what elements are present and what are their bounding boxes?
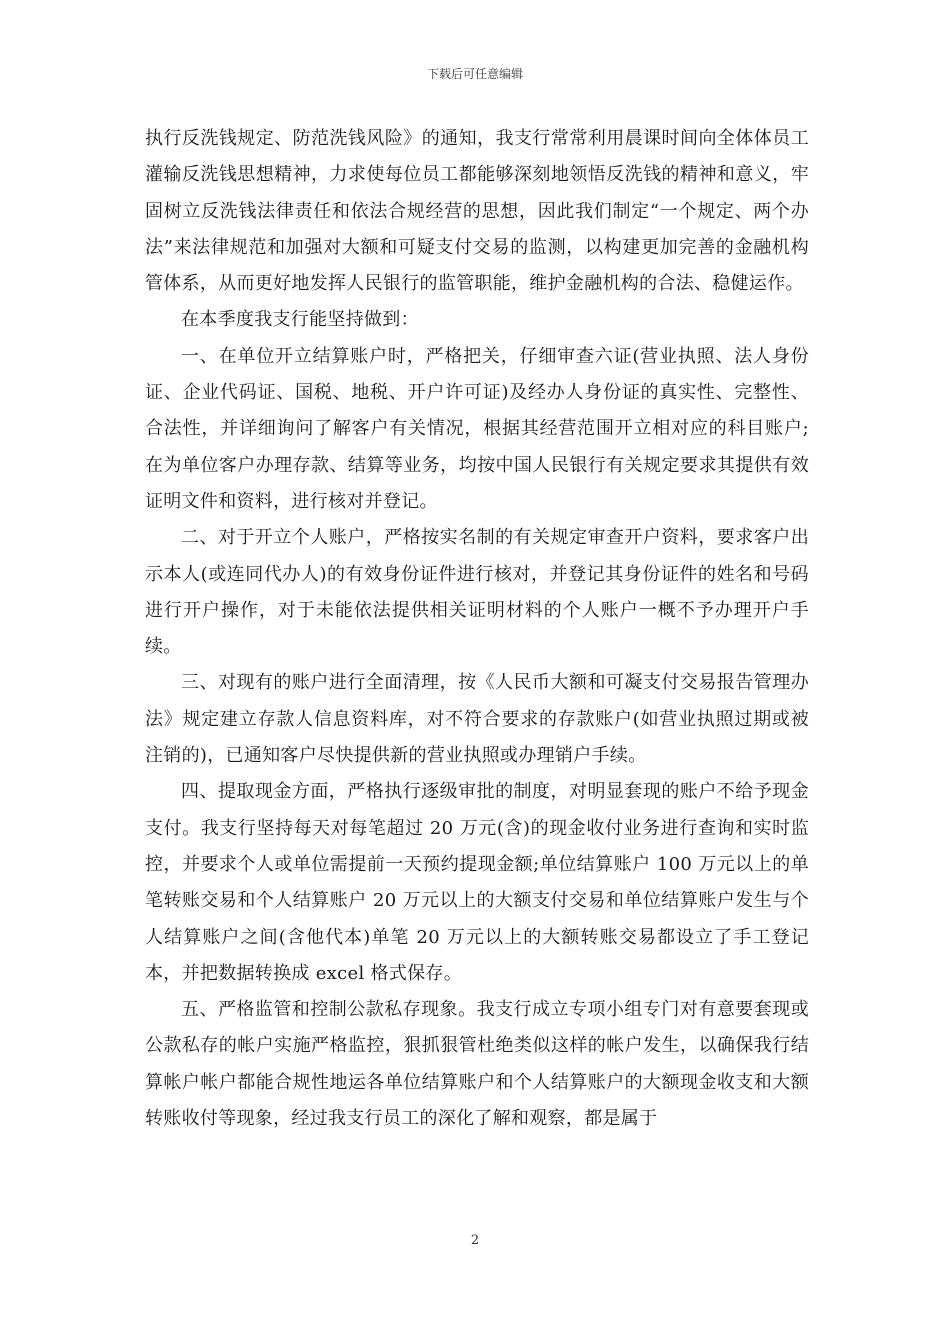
paragraph-4: 二、对于开立个人账户，严格按实名制的有关规定审查开户资料，要求客户出示本人(或连同代办人)的有效身份证件进行核对，并登记其身份证件的姓名和号码进行开户操作，对于未能依法提供相关证明材料的个人账户一概不予办理开户手续。 [145,527,809,658]
paragraph-6: 四、提取现金方面，严格执行逐级审批的制度，对明显套现的账户不给予现金支付。我支行坚持每天对每笔超过 20 万元(含)的现金收付业务进行查询和实时监控，并要求个人或单位需提前一天预约提现金额;单位结算账户 100 万元以上的单笔转账交易和个人结算账户 20 万元以上的大额支付交易和单位结算账户发生与个人结算账户之间(含他代本)单笔 20 万元以上的大额转账交易都设立了手工登记本，并把数据转换成 excel 格式保存。 [145,781,809,984]
paragraph-7: 五、严格监管和控制公款私存现象。我支行成立专项小组专门对有意要套现或公款私存的帐户实施严格监控，狠抓狠管杜绝类似这样的帐户发生，以确保我行结算帐户帐户都能合规性地运各单位结算账户和个人结算账户的大额现金收支和大额转账收付等现象，经过我支行员工的深化了解和观察，都是属于 [145,999,809,1130]
paragraph-1: 执行反洗钱规定、防范洗钱风险》的通知，我支行常常利用晨课时间向全体体员工灌输反洗钱思想精神，力求使每位员工都能够深刻地领悟反洗钱的精神和意义，牢固树立反洗钱法律责任和依法合规经营的思想，因此我们制定“一个规定、两个办法”来法律规范和加强对大额和可疑支付交易的监测，以构建更加完善的金融机构管体系，从而更好地发挥人民银行的监管职能，维护金融机构的合法、稳健运作。 [145,128,809,295]
page-header: 下载后可任意编辑 [426,67,523,81]
paragraph-5: 三、对现有的账户进行全面清理，按《人民币大额和可凝支付交易报告管理办法》规定建立存款人信息资料库，对不符合要求的存款账户(如营业执照过期或被注销的)，已通知客户尽快提供新的营业执照或办理销户手续。 [145,672,809,767]
page-number: 2 [470,1233,480,1248]
document-body [145,121,809,1137]
paragraph-2: 在本季度我支行能坚持做到： [181,309,419,331]
paragraph-3: 一、在单位开立结算账户时，严格把关，仔细审查六证(营业执照、法人身份证、企业代码证、国税、地税、开户许可证)及经办人身份证的真实性、完整性、合法性，并详细询问了解客户有关情况，根据其经营范围开立相对应的科目账户;在为单位客户办理存款、结算等业务，均按中国人民银行有关规定要求其提供有效证明文件和资料，进行核对并登记。 [145,345,809,512]
